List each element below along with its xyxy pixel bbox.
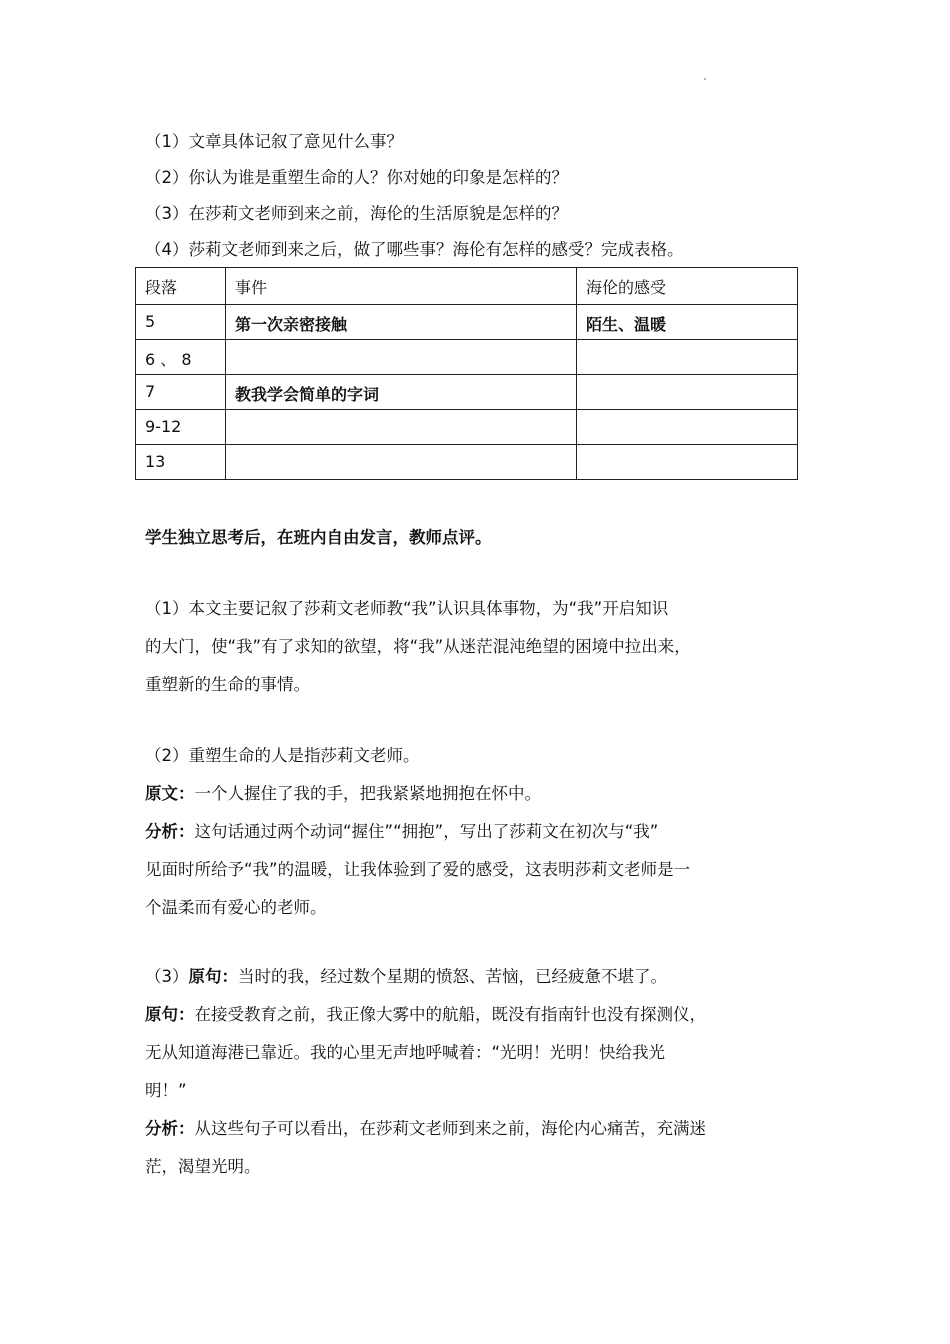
sentence-2-text: 在接受教育之前，我正像大雾中的航船，既没有指南针也没有探测仪，	[194, 1005, 706, 1024]
answer-3-sentence-2-line	[145, 996, 810, 1034]
analysis-label: 分析：	[145, 1119, 195, 1138]
stray-dot-mark	[704, 78, 706, 80]
answer-1-line: 的大门，使“我”有了求知的欲望，将“我”从迷茫混沌绝望的困境中拉出来，	[145, 637, 691, 656]
table-row	[136, 340, 798, 375]
answer-1	[145, 590, 810, 704]
answer-2	[145, 737, 810, 927]
cell-event	[226, 340, 577, 375]
table-row	[136, 305, 798, 340]
table-row	[136, 410, 798, 445]
answer-2-analysis-line: 个温柔而有爱心的老师。	[145, 898, 327, 917]
header-feeling: 海伦的感受	[577, 268, 798, 305]
analysis-text: 从这些句子可以看出，在莎莉文老师到来之前，海伦内心痛苦，充满迷	[194, 1119, 706, 1138]
answer-3-sentence-1	[145, 958, 810, 996]
table-header-row	[136, 268, 798, 305]
answer-1-line: 重塑新的生命的事情。	[145, 675, 310, 694]
cell-paragraph: 5	[136, 305, 226, 340]
cell-paragraph: 9-12	[136, 410, 226, 445]
cell-feeling	[577, 445, 798, 480]
analysis-label: 分析：	[145, 822, 195, 841]
instruction-text: 学生独立思考后，在班内自由发言，教师点评。	[145, 528, 492, 547]
table-row	[136, 445, 798, 480]
cell-paragraph: 7	[136, 375, 226, 410]
cell-feeling: 陌生、温暖	[577, 305, 798, 340]
answer-3-sentence-2-line: 明！”	[145, 1081, 187, 1100]
cell-feeling	[577, 410, 798, 445]
answer-3-analysis-line	[145, 1110, 810, 1148]
cell-paragraph: 6 、 8	[136, 340, 226, 375]
events-table	[135, 267, 798, 480]
original-text: 一个人握住了我的手，把我紧紧地拥抱在怀中。	[194, 784, 541, 803]
answer-2-analysis-line: 见面时所给予“我”的温暖，让我体验到了爱的感受，这表明莎莉文老师是一	[145, 860, 691, 879]
answer-2-analysis-line	[145, 813, 810, 851]
question-2: （2）你认为谁是重塑生命的人？你对她的印象是怎样的？	[145, 168, 568, 187]
answer-3-sentence-2-line: 无从知道海港已靠近。我的心里无声地呼喊着：“光明！光明！快给我光	[145, 1043, 666, 1062]
original-label: 原文：	[145, 784, 195, 803]
answer-3	[145, 958, 810, 1186]
table-row	[136, 375, 798, 410]
header-paragraph: 段落	[136, 268, 226, 305]
answer-3-prefix: （3）	[145, 967, 189, 986]
cell-event	[226, 410, 577, 445]
question-list	[145, 124, 825, 268]
sentence-2-label: 原句：	[145, 1005, 195, 1024]
cell-event	[226, 445, 577, 480]
answer-3-analysis-line: 茫，渴望光明。	[145, 1157, 261, 1176]
answer-2-intro: （2）重塑生命的人是指莎莉文老师。	[145, 746, 420, 765]
header-event: 事件	[226, 268, 577, 305]
cell-feeling	[577, 340, 798, 375]
question-4: （4）莎莉文老师到来之后，做了哪些事？海伦有怎样的感受？完成表格。	[145, 240, 684, 259]
answer-2-original	[145, 775, 810, 813]
sentence-1-text: 当时的我，经过数个星期的愤怒、苦恼，已经疲惫不堪了。	[238, 967, 667, 986]
question-1: （1）文章具体记叙了意见什么事？	[145, 132, 403, 151]
cell-event: 第一次亲密接触	[226, 305, 577, 340]
question-3: （3）在莎莉文老师到来之前，海伦的生活原貌是怎样的？	[145, 204, 568, 223]
cell-event: 教我学会简单的字词	[226, 375, 577, 410]
cell-feeling	[577, 375, 798, 410]
analysis-text: 这句话通过两个动词“握住”“拥抱”，写出了莎莉文在初次与“我”	[194, 822, 659, 841]
sentence-1-label: 原句：	[188, 967, 238, 986]
answer-1-line: （1）本文主要记叙了莎莉文老师教“我”认识具体事物，为“我”开启知识	[145, 599, 669, 618]
cell-paragraph: 13	[136, 445, 226, 480]
